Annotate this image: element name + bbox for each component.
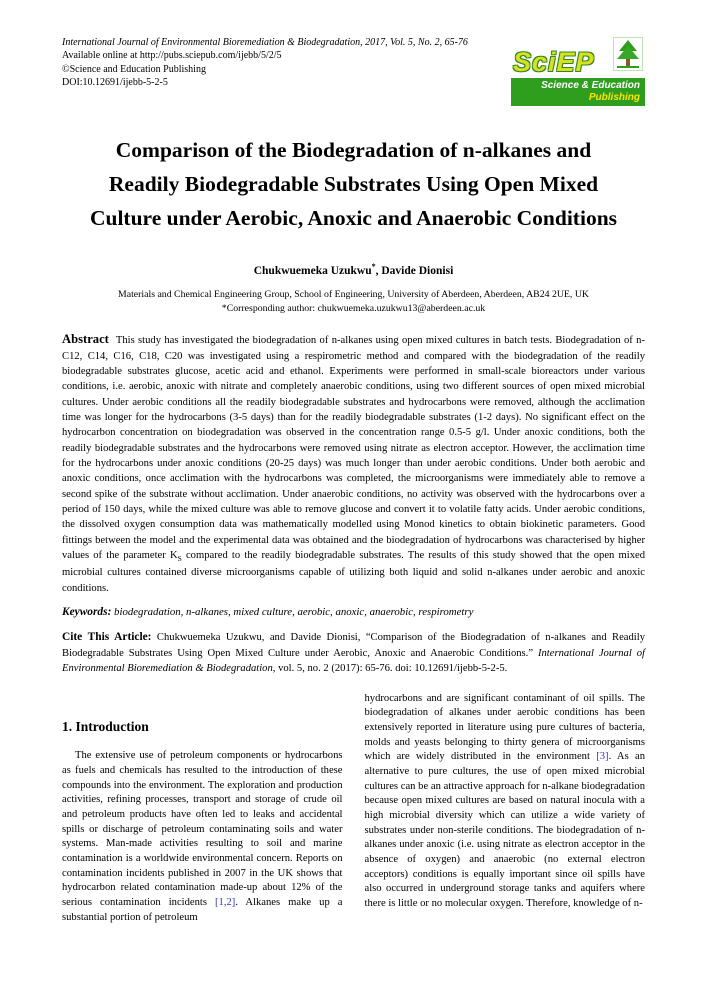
reference-link-1-2[interactable]: [1,2] xyxy=(215,896,236,908)
paper-title: Comparison of the Biodegradation of n-alkanes and Readily Biodegradable Substrates Using Open Mixed Culture under Aerobic, Anoxic and Anaerobic Conditions xyxy=(89,138,618,230)
intro-paragraph-left xyxy=(62,749,343,925)
cite-label: Cite This Article: xyxy=(62,631,152,644)
intro-right-text: hydrocarbons and are significant contaminant of oil spills. The biodegradation of alkanes under aerobic conditions has been extensively reported in literature using pure cultures of bacteria, molds and yeasts belonging to thirty genera of microorganisms which are widely distributed in the environment xyxy=(364,692,645,763)
available-online-line xyxy=(62,49,468,62)
reference-link-3[interactable]: [3] xyxy=(596,751,609,763)
cite-text-1: Chukwuemeka Uzukwu, and Davide Dionisi, “Comparison of the Biodegradation of n-alkanes and Readily Biodegradable Substrates Using Open Mixed Culture under Aerobic, Anoxic and Anaerobic Conditions.” xyxy=(62,632,645,659)
ks-subscript: S xyxy=(177,554,182,564)
cite-section xyxy=(62,629,645,676)
intro-left-text-after: . Alkanes make up a substantial portion of petroleum xyxy=(62,896,343,923)
affiliation-line: Materials and Chemical Engineering Group, School of Engineering, University of Aberdeen, Aberdeen, AB24 2UE, UK xyxy=(118,288,589,300)
corresponding-author-prefix: *Corresponding author: xyxy=(221,302,318,314)
right-column xyxy=(365,692,646,926)
journal-url-link[interactable]: http://pubs.sciepub.com/ijebb/5/2/5 xyxy=(139,50,282,62)
logo-tagline-2: Publishing xyxy=(588,91,640,103)
keywords-text: biodegradation, n-alkanes, mixed culture, aerobic, anoxic, anaerobic, respirometry xyxy=(111,606,474,619)
corresponding-author-line xyxy=(62,302,645,316)
cite-text-2: , vol. 5, no. 2 (2017): 65-76. doi: 10.12691/ijebb-5-2-5. xyxy=(272,663,508,675)
keywords-label: Keywords: xyxy=(62,606,112,619)
intro-paragraph-right xyxy=(365,692,646,912)
corresponding-author-asterisk: * xyxy=(371,261,376,271)
left-column xyxy=(62,692,343,926)
paper-header xyxy=(62,36,645,106)
header-meta-block xyxy=(62,36,468,90)
author-name-2: , Davide Dionisi xyxy=(375,264,454,277)
author-name-1: Chukwuemeka Uzukwu xyxy=(253,264,372,277)
doi-line: DOI:10.12691/ijebb-5-2-5 xyxy=(62,77,168,89)
two-column-layout xyxy=(62,692,645,926)
journal-citation-line: International Journal of Environmental Bioremediation & Biodegradation, 2017, Vol. 5, No. 2, 65-76 xyxy=(62,37,468,48)
logo-tagline-1: Science & Education xyxy=(541,80,640,91)
abstract-text-part2: compared to the readily biodegradable substrates. The results of this study showed that the open mixed microbial cultures contained diverse microorganisms capable of utilizing both liquid and solid n-alkanes under aerobic and anoxic conditions. xyxy=(62,550,645,594)
publisher-logo xyxy=(511,37,645,106)
abstract-section xyxy=(62,330,645,596)
intro-right-text-after: . As an alternative to pure cultures, the use of open mixed microbial cultures can be an attractive approach for n-alkane biodegradation because open mixed cultures are based on natural inocula with a high microbial diversity which can utilize a wide variety of substrates under non-sterile conditions. The biodegradation of n-alkanes under anoxic (i.e. using nitrate as electron acceptor in the absence of oxygen) and anaerobic (no external electron acceptors) conditions is equally important since oil spills have also occurred in underground storage tanks and aquifers where there is little or no molecular oxygen. Therefore, knowledge of n- xyxy=(364,751,645,909)
abstract-label: Abstract xyxy=(62,332,109,347)
keywords-line xyxy=(62,606,645,618)
cite-journal-name: International Journal of Environmental Bioremediation & Biodegradation xyxy=(62,647,645,675)
logo-band xyxy=(511,78,645,106)
introduction-heading: 1. Introduction xyxy=(62,718,149,734)
intro-left-text: The extensive use of petroleum components or hydrocarbons as fuels and chemicals has resulted to the introduction of these compounds into the environment. The exploration and production activities, refining processes, transport and storage of crude oil and petroleum products have often led to leaks and accidental spills or discharge of petroleum contaminating soils and water systems. Man-made activities resulting to soil and marine contamination is a worldwide environmental concern. Reports on contamination incidents published in 2007 in the UK shows that hydrocarbon related contamination made-up about 12% of the serious contamination incidents xyxy=(62,750,343,908)
sciep-brand-text: SciEP xyxy=(513,47,595,77)
tree-icon xyxy=(613,37,643,76)
affiliation-block xyxy=(62,288,645,316)
available-online-prefix: Available online at xyxy=(62,50,140,62)
copyright-line: ©Science and Education Publishing xyxy=(62,63,206,75)
abstract-text-part1: This study has investigated the biodegradation of n-alkanes using open mixed cultures in batch tests. Biodegradation of n-C12, C14, C16, C18, C20 was investigated using a respirometric method and compared with the biodegradation of the readily biodegradable substrates glucose, acetic acid and ethanol. Experiments were performed in small-scale bioreactors under various conditions, i.e. aerobic, anoxic with nitrate and completely anaerobic conditions, using two different sources of open mixed microbial cultures. Under aerobic conditions all the readily biodegradable substrates and hydrocarbons were removed, although the acclimation time was longer for the hydrocarbons (3-5 days) than for the readily biodegradable substrates (1-2 days). No significant effect on the hydrocarbon concentration on biodegradation was observed in the concentration range 0.5-5 g/l. Under anoxic conditions, both the readily biodegradable substrates and the hydrocarbons were removed using nitrate as electron acceptor. However, the acclimation time for the hydrocarbons under anoxic conditions (20-25 days) was much longer than under aerobic conditions. Under both aerobic and anoxic conditions, once acclimation with the hydrocarbons was completed, the microorganisms were immediately able to remove a second spike of the substrate without acclimation. Under anaerobic conditions, no activity was observed with the hydrocarbons over a period of 150 days, while the mixed culture was able to remove glucose and convert it to volatile fatty acids. Under aerobic conditions, the dissolved oxygen consumption data was mathematically modelled using Monod kinetics to obtain biokinetic parameters. Good fittings between the model and the experimental data was obtained and the biodegradation of hydrocarbons was characterised by higher values of the parameter K xyxy=(62,335,645,562)
logo-top-row xyxy=(511,37,645,78)
authors-line xyxy=(62,262,645,277)
email-link[interactable]: chukwuemeka.uzukwu13@aberdeen.ac.uk xyxy=(317,302,486,314)
